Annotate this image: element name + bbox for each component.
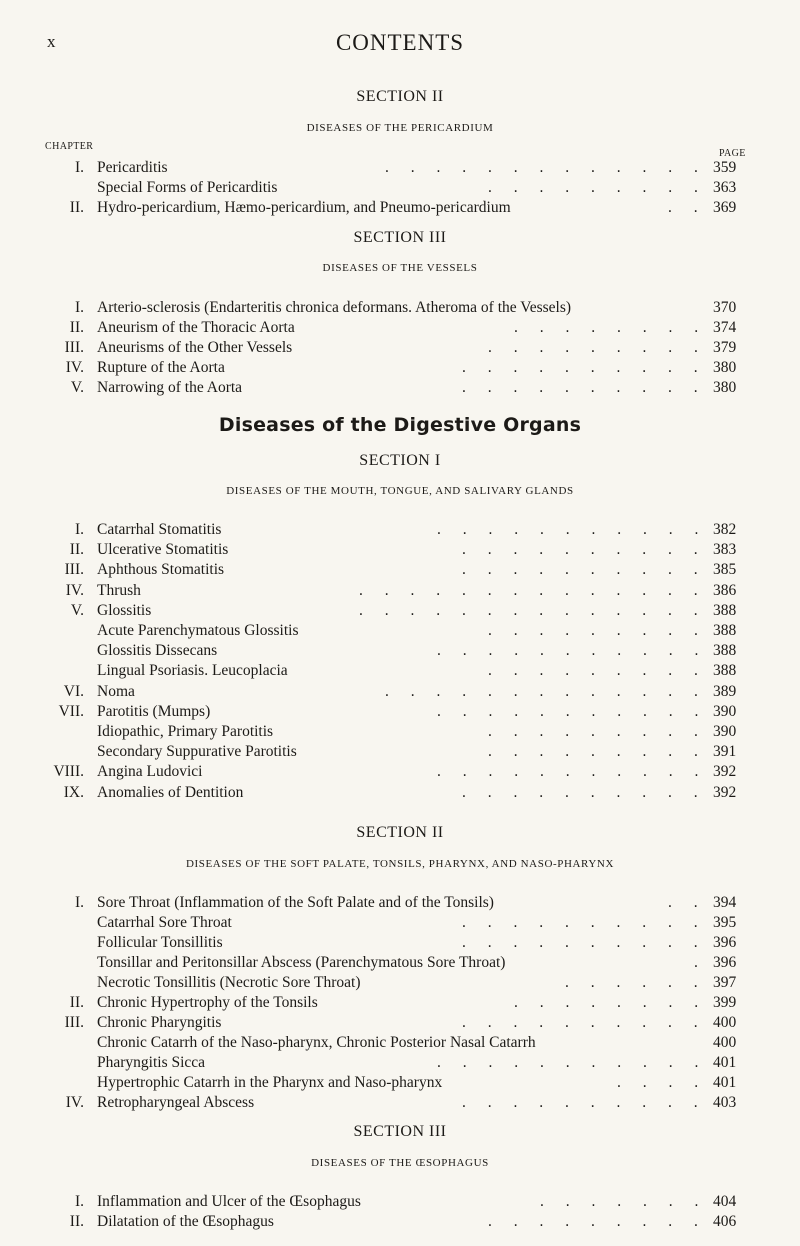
leader-dots: . . . . . . . . . . . [437, 702, 708, 720]
leader-dots: . . [668, 894, 707, 911]
leader-dots: . . . . . . . . . . . [437, 1054, 708, 1071]
chapter-number: I. [74, 299, 84, 316]
toc-entry [0, 914, 800, 934]
toc-entry [0, 703, 800, 723]
toc-entry [0, 784, 800, 804]
chapter-number: V. [70, 601, 84, 619]
toc-entry [0, 379, 800, 399]
entry-title: Dilatation of the Œsophagus [97, 1213, 274, 1230]
chapter-number: IV. [65, 581, 84, 599]
entry-title: Narrowing of the Aorta [97, 379, 243, 396]
leader-dots: . . . . . . . . . [488, 622, 707, 639]
leader-dots: . . . . . . . . . [488, 1213, 707, 1230]
entry-title: Retropharyngeal Abscess [97, 1094, 255, 1111]
section-heading: SECTION I [359, 452, 441, 469]
leader-dots: . [694, 954, 707, 971]
leader-dots: . . . . . . . . . . . [437, 521, 708, 538]
chapter-number: I. [74, 159, 84, 176]
chapter-number: III. [64, 339, 84, 356]
page-ref: 392 [713, 763, 737, 781]
page-ref: 395 [713, 914, 737, 931]
leader-dots: . . . . . . . . . . [462, 379, 707, 396]
page-ref: 390 [713, 702, 737, 720]
chapter-number: VIII. [53, 763, 84, 781]
page-ref: 380 [713, 359, 737, 376]
page-number: x [47, 32, 56, 51]
page-ref: 403 [713, 1094, 737, 1111]
entry-title: Chronic Catarrh of the Naso-pharynx, Chronic Posterior Nasal Catarrh [97, 1034, 536, 1051]
page-ref: 404 [713, 1193, 737, 1210]
chapter-number: III. [64, 561, 84, 579]
leader-dots: . . . . . . . . . [488, 339, 707, 356]
toc-entry [0, 541, 800, 561]
section-subtitle: DISEASES OF THE SOFT PALATE, TONSILS, PHARYNX, AND NASO-PHARYNX [185, 858, 615, 870]
page-ref: 379 [713, 339, 737, 356]
toc-entry [0, 1034, 800, 1054]
chapter-number: IX. [63, 783, 84, 801]
leader-dots: . . . . . . . . . . [462, 541, 707, 559]
leader-dots: . . . . . . . . . . [462, 1094, 707, 1111]
entry-title: Necrotic Tonsillitis (Necrotic Sore Throat) [97, 974, 361, 991]
chapter-column-label: CHAPTER [45, 141, 94, 152]
page-ref: 394 [713, 894, 737, 911]
entry-title: Parotitis (Mumps) [97, 702, 211, 720]
section-heading: SECTION II [356, 88, 444, 105]
toc-entry [0, 1014, 800, 1034]
entry-title: Hypertrophic Catarrh in the Pharynx and Naso-pharynx [97, 1074, 443, 1091]
chapter-number: II. [69, 1213, 84, 1230]
page-column-label: PAGE [719, 148, 746, 159]
page-ref: 388 [713, 601, 737, 619]
page-ref: 363 [713, 179, 737, 196]
toc-entry [0, 199, 800, 219]
entry-title: Aphthous Stomatitis [97, 561, 225, 579]
entry-title: Idiopathic, Primary Parotitis [97, 723, 274, 740]
entry-title: Aneurisms of the Other Vessels [97, 339, 293, 356]
entry-title: Inflammation and Ulcer of the Œsophagus [97, 1193, 361, 1210]
page-ref: 382 [713, 521, 737, 538]
toc-entry [0, 319, 800, 339]
chapter-number: I. [74, 521, 84, 538]
toc-entry [0, 602, 800, 622]
toc-entry [0, 339, 800, 359]
leader-dots: . . . . . . . . . . [462, 1014, 707, 1031]
page-ref: 383 [713, 541, 737, 559]
toc-entry [0, 159, 800, 179]
page-ref: 396 [713, 934, 737, 951]
page-ref: 388 [713, 662, 737, 680]
entry-title: Chronic Hypertrophy of the Tonsils [97, 994, 318, 1011]
chapter-number: VI. [63, 682, 84, 700]
chapter-number: II. [69, 319, 84, 336]
section-subtitle: DISEASES OF THE ŒSOPHAGUS [311, 1157, 489, 1169]
toc-entry [0, 1074, 800, 1094]
page-ref: 374 [713, 319, 737, 336]
page-ref: 389 [713, 682, 737, 700]
page-ref: 386 [713, 581, 737, 599]
part-title: Diseases of the Digestive Organs [218, 414, 582, 436]
leader-dots: . . . . . . . . . [488, 662, 707, 680]
leader-dots: . . . . . . . . [514, 994, 708, 1011]
leader-dots: . . . . . . . . [514, 319, 708, 336]
leader-dots: . . . . . . . . . . [462, 783, 707, 801]
toc-entry [0, 894, 800, 914]
section-subtitle: DISEASES OF THE VESSELS [322, 262, 478, 274]
entry-title: Anomalies of Dentition [97, 783, 244, 801]
section-heading: SECTION II [356, 824, 444, 841]
chapter-number: VII. [58, 702, 84, 720]
chapter-number: I. [74, 894, 84, 911]
entry-title: Glossitis Dissecans [97, 642, 218, 660]
page-ref: 370 [713, 299, 737, 316]
toc-entry [0, 934, 800, 954]
page-ref: 391 [713, 743, 737, 761]
toc-entry [0, 994, 800, 1014]
leader-dots: . . . . . . . . . . [462, 934, 707, 951]
entry-title: Ulcerative Stomatitis [97, 541, 229, 559]
leader-dots: . . . . . . . . . . [462, 914, 707, 931]
leader-dots: . . [668, 199, 707, 216]
toc-entry [0, 723, 800, 743]
page-title: CONTENTS [335, 30, 465, 55]
chapter-number: I. [74, 1193, 84, 1210]
leader-dots: . . . . . . . . . [488, 723, 707, 740]
toc-entry [0, 743, 800, 763]
chapter-number: II. [69, 199, 84, 216]
toc-entry [0, 359, 800, 379]
page-ref: 401 [713, 1054, 737, 1071]
leader-dots: . . . . . . . . . [488, 743, 707, 761]
entry-title: Noma [97, 682, 135, 700]
chapter-number: II. [69, 994, 84, 1011]
page-header [0, 30, 800, 60]
leader-dots: . . . . . . . . . . . [437, 763, 708, 781]
entry-title: Angina Ludovici [97, 763, 203, 781]
entry-title: Special Forms of Pericarditis [97, 179, 278, 196]
page-ref: 397 [713, 974, 737, 991]
page-ref: 359 [713, 159, 737, 176]
entry-title: Follicular Tonsillitis [97, 934, 223, 951]
entry-title: Chronic Pharyngitis [97, 1014, 222, 1031]
toc-entry [0, 179, 800, 199]
entry-title: Arterio-sclerosis (Endarteritis chronica deformans. Atheroma of the Vessels) [97, 299, 572, 316]
section-heading: SECTION III [353, 229, 447, 246]
leader-dots: . . . . . . . . . . . . . [385, 159, 707, 176]
entry-title: Rupture of the Aorta [97, 359, 225, 376]
entry-title: Glossitis [97, 601, 152, 619]
leader-dots: . . . . . . . . . . . . . [385, 682, 707, 700]
chapter-number: III. [64, 1014, 84, 1031]
toc-entry [0, 1193, 800, 1213]
page-ref: 400 [713, 1014, 737, 1031]
leader-dots: . . . . . . . [540, 1193, 708, 1210]
entry-title: Sore Throat (Inflammation of the Soft Palate and of the Tonsils) [97, 894, 494, 911]
toc-entry [0, 974, 800, 994]
section-subtitle: DISEASES OF THE MOUTH, TONGUE, AND SALIVARY GLANDS [226, 485, 574, 497]
entry-title: Pharyngitis Sicca [97, 1054, 206, 1071]
chapter-number: IV. [65, 359, 84, 376]
entry-title: Thrush [97, 581, 141, 599]
page-ref: 401 [713, 1074, 737, 1091]
toc-entry [0, 521, 800, 541]
page-ref: 392 [713, 783, 737, 801]
leader-dots: . . . . . . . . . . . . . . [359, 601, 707, 619]
toc-entry [0, 299, 800, 319]
page-ref: 396 [713, 954, 737, 971]
toc-entry [0, 683, 800, 703]
leader-dots: . . . . . . [565, 974, 707, 991]
page-ref: 390 [713, 723, 737, 740]
entry-title: Lingual Psoriasis. Leucoplacia [97, 662, 288, 680]
entry-title: Catarrhal Stomatitis [97, 521, 222, 538]
page-ref: 388 [713, 642, 737, 660]
toc-entry [0, 1213, 800, 1233]
chapter-number: V. [70, 379, 84, 396]
page-ref: 400 [713, 1034, 737, 1051]
entry-title: Secondary Suppurative Parotitis [97, 743, 297, 761]
page-ref: 369 [713, 199, 737, 216]
leader-dots: . . . . . . . . . . [462, 359, 707, 376]
leader-dots: . . . . . . . . . . [462, 561, 707, 579]
page-ref: 406 [713, 1213, 737, 1230]
toc-entry [0, 642, 800, 662]
leader-dots: . . . . . . . . . [488, 179, 707, 196]
entry-title: Aneurism of the Thoracic Aorta [97, 319, 295, 336]
toc-entry [0, 622, 800, 642]
toc-entry [0, 1094, 800, 1114]
toc-entry [0, 763, 800, 783]
entry-title: Tonsillar and Peritonsillar Abscess (Parenchymatous Sore Throat) [97, 954, 506, 971]
toc-entry [0, 954, 800, 974]
entry-title: Acute Parenchymatous Glossitis [97, 622, 299, 639]
leader-dots: . . . . . . . . . . . [437, 642, 708, 660]
chapter-number: IV. [65, 1094, 84, 1111]
leader-dots: . . . . [617, 1074, 708, 1091]
page-ref: 399 [713, 994, 737, 1011]
toc-entry [0, 582, 800, 602]
toc-entry [0, 561, 800, 581]
section-heading: SECTION III [353, 1123, 447, 1140]
page-ref: 388 [713, 622, 737, 639]
leader-dots: . . . . . . . . . . . . . . [359, 581, 707, 599]
entry-title: Hydro-pericardium, Hæmo-pericardium, and Pneumo-pericardium [97, 199, 511, 216]
section-subtitle: DISEASES OF THE PERICARDIUM [306, 122, 494, 134]
toc-entry [0, 1054, 800, 1074]
page-ref: 380 [713, 379, 737, 396]
chapter-number: II. [69, 541, 84, 559]
entry-title: Catarrhal Sore Throat [97, 914, 232, 931]
toc-entry [0, 662, 800, 682]
page-ref: 385 [713, 561, 737, 579]
entry-title: Pericarditis [97, 159, 168, 176]
